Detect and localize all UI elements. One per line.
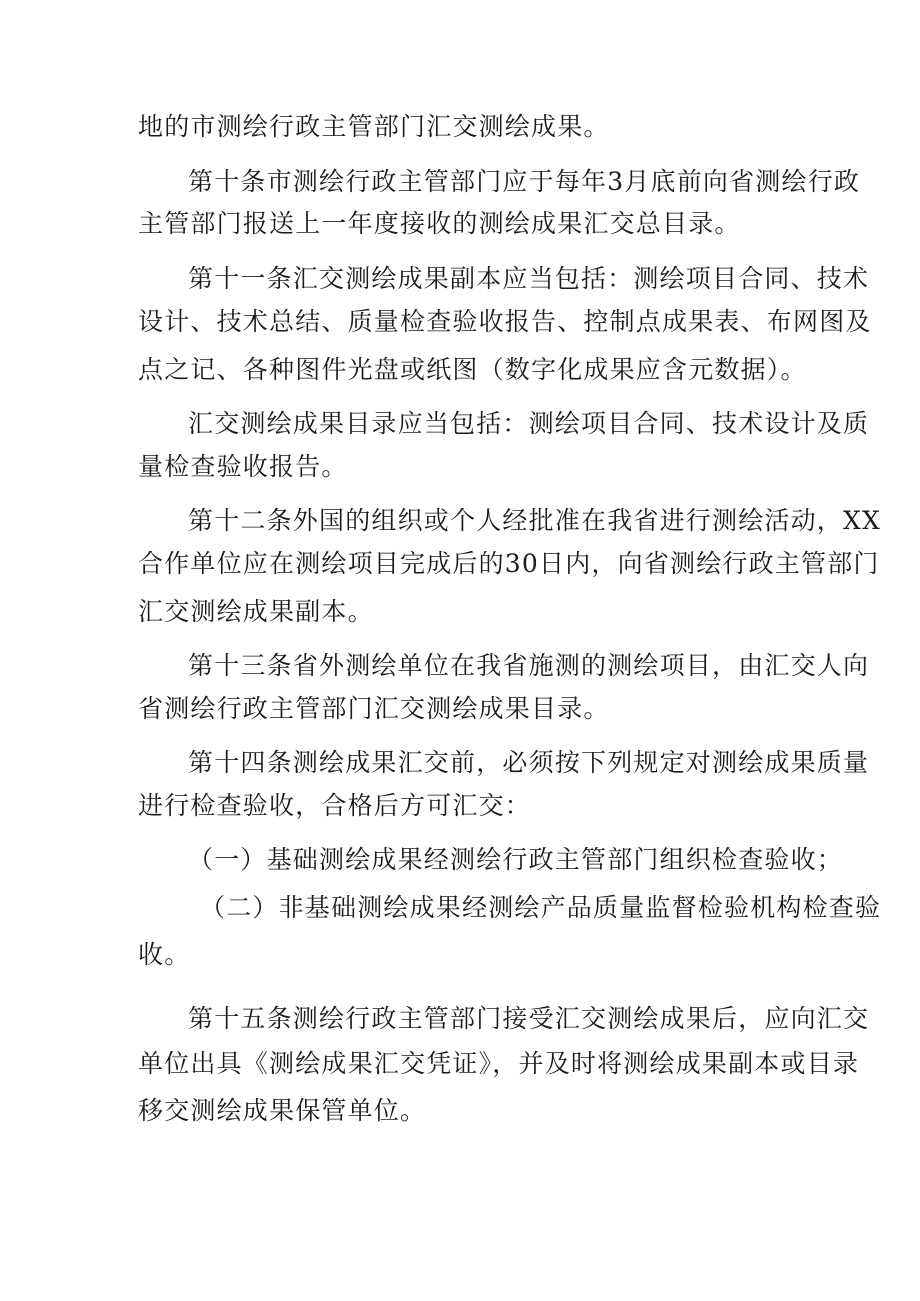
text-line: 汇交测绘成果目录应当包括：测绘项目合同、技术设计及质 xyxy=(188,409,870,438)
text-line: 合作单位应在测绘项目完成后的30日内，向省测绘行政主管部门 xyxy=(138,549,880,578)
text-line: 单位出具《测绘成果汇交凭证》，并及时将测绘成果副本或目录 xyxy=(138,1049,860,1078)
text-line: （二）非基础测绘成果经测绘产品质量监督检验机构检查验 xyxy=(200,893,882,922)
text-line: 省测绘行政主管部门汇交测绘成果目录。 xyxy=(138,694,610,723)
text-line: 地的市测绘行政主管部门汇交测绘成果。 xyxy=(138,112,610,141)
text-line: 第十一条汇交测绘成果副本应当包括：测绘项目合同、技术 xyxy=(188,264,870,293)
text-line: （一）基础测绘成果经测绘行政主管部门组织检查验收； xyxy=(188,845,844,874)
text-line: 第十四条测绘成果汇交前，必须按下列规定对测绘成果质量 xyxy=(188,748,870,777)
text-line: 第十二条外国的组织或个人经批准在我省进行测绘活动，XX xyxy=(188,506,881,535)
text-line: 量检查验收报告。 xyxy=(138,452,348,481)
text-line: 主管部门报送上一年度接收的测绘成果汇交总目录。 xyxy=(138,209,741,238)
text-line: 收。 xyxy=(138,940,191,969)
text-line: 进行检查验收，合格后方可汇交： xyxy=(138,791,532,820)
text-line: 移交测绘成果保管单位。 xyxy=(138,1096,427,1125)
text-line: 设计、技术总结、质量检查验收报告、控制点成果表、布网图及 xyxy=(138,307,872,336)
text-line: 第十三条省外测绘单位在我省施测的测绘项目，由汇交人向 xyxy=(188,651,870,680)
text-line: 第十五条测绘行政主管部门接受汇交测绘成果后，应向汇交 xyxy=(188,1004,870,1033)
text-line: 第十条市测绘行政主管部门应于每年3月底前向省测绘行政 xyxy=(188,167,861,196)
text-line: 汇交测绘成果副本。 xyxy=(138,597,374,626)
text-line: 点之记、各种图件光盘或纸图（数字化成果应含元数据）。 xyxy=(138,355,807,384)
